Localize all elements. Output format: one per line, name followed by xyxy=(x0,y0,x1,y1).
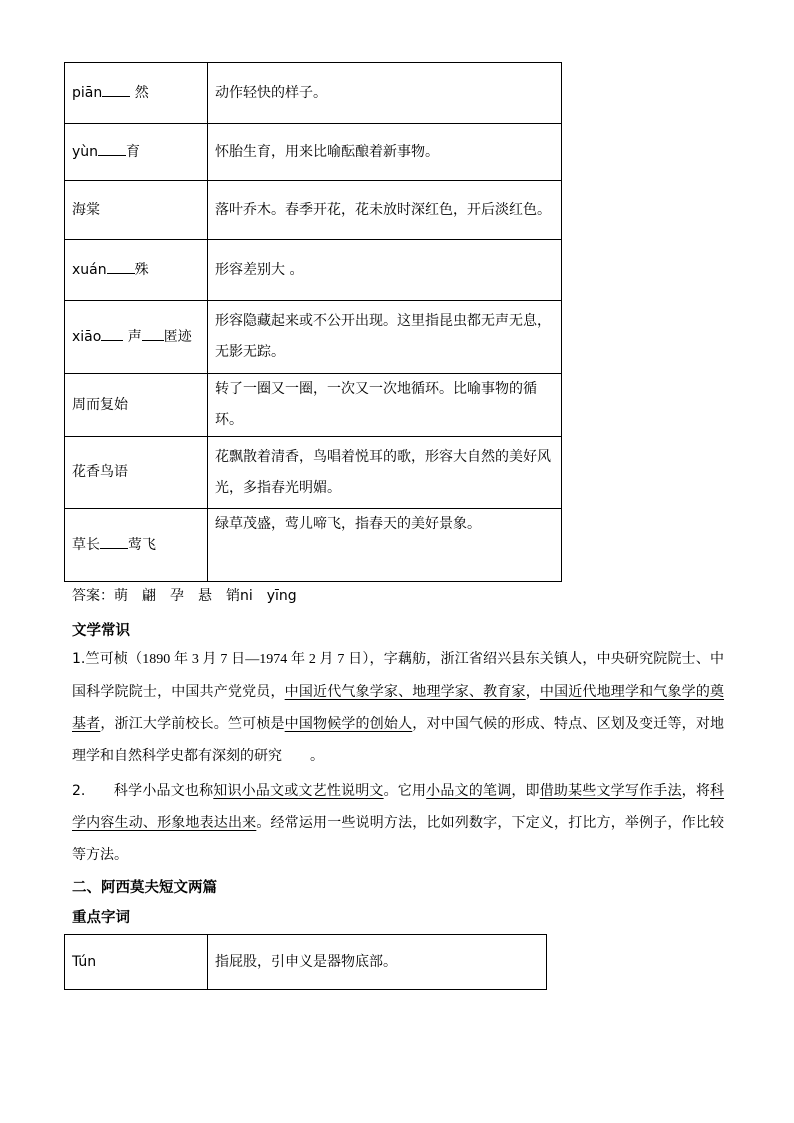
table-row xyxy=(65,437,562,509)
table-row xyxy=(65,509,562,582)
paragraph-zhu-kezhen: 1.竺可桢（1890 年 3 月 7 日—1974 年 2 月 7 日），字藕舫，浙江省绍兴县东关镇人，中央研究院院士、中国科学院院士，中国共产党党员，中国近代气象学家、地理学家、教育家，中国近代地理学和气象学的奠基者，浙江大学前校长。竺可桢是中国物候学的创始人，对中国气候的形成、特点、区划及变迁等，对地理学和自然科学史都有深刻的研究 。 xyxy=(72,651,725,764)
section-heading-key-words: 重点字词 xyxy=(72,910,130,926)
term-cell: yùn 育 xyxy=(65,124,208,181)
section-heading-asimov: 二、阿西莫夫短文两篇 xyxy=(72,880,217,896)
definition-cell: 花飘散着清香，鸟唱着悦耳的歌，形容大自然的美好风光，多指春光明媚。 xyxy=(208,437,562,509)
table-row xyxy=(65,301,562,374)
term-cell: Tún xyxy=(65,935,208,990)
table-row xyxy=(65,181,562,240)
definition-cell: 指屁股，引申义是器物底部。 xyxy=(208,935,547,990)
answer-line: 答案：萌 翩 孕 悬 销ni yīng xyxy=(72,588,297,604)
definition-cell: 转了一圈又一圈，一次又一次地循环。比喻事物的循环。 xyxy=(208,374,562,437)
table-row xyxy=(65,374,562,437)
table-row xyxy=(65,63,562,124)
term-cell: 周而复始 xyxy=(65,374,208,437)
vocabulary-table-2 xyxy=(64,934,547,990)
term-cell: 花香鸟语 xyxy=(65,437,208,509)
definition-cell: 绿草茂盛，莺儿啼飞，指春天的美好景象。 xyxy=(208,509,562,582)
section-heading-literature: 文学常识 xyxy=(72,623,130,639)
definition-cell: 落叶乔木。春季开花，花未放时深红色，开后淡红色。 xyxy=(208,181,562,240)
paragraph-science-essay: 2. 科学小品文也称知识小品文或文艺性说明文。它用小品文的笔调，即借助某些文学写作手法，将科学内容生动、形象地表达出来。经常运用一些说明方法，比如列数字，下定义，打比方，举例子，作比较等方法。 xyxy=(72,783,725,863)
table-row xyxy=(65,124,562,181)
table-row xyxy=(65,240,562,301)
definition-cell: 形容差别大 。 xyxy=(208,240,562,301)
definition-cell: 形容隐藏起来或不公开出现。这里指昆虫都无声无息，无影无踪。 xyxy=(208,301,562,374)
term-cell: xuán 殊 xyxy=(65,240,208,301)
definition-cell: 怀胎生育，用来比喻酝酿着新事物。 xyxy=(208,124,562,181)
term-cell: 草长 莺飞 xyxy=(65,509,208,582)
term-cell: 海棠 xyxy=(65,181,208,240)
definition-cell: 动作轻快的样子。 xyxy=(208,63,562,124)
table-row xyxy=(65,935,547,990)
term-cell: piān 然 xyxy=(65,63,208,124)
vocabulary-table xyxy=(64,62,562,582)
term-cell: xiāo 声 匿迹 xyxy=(65,301,208,374)
